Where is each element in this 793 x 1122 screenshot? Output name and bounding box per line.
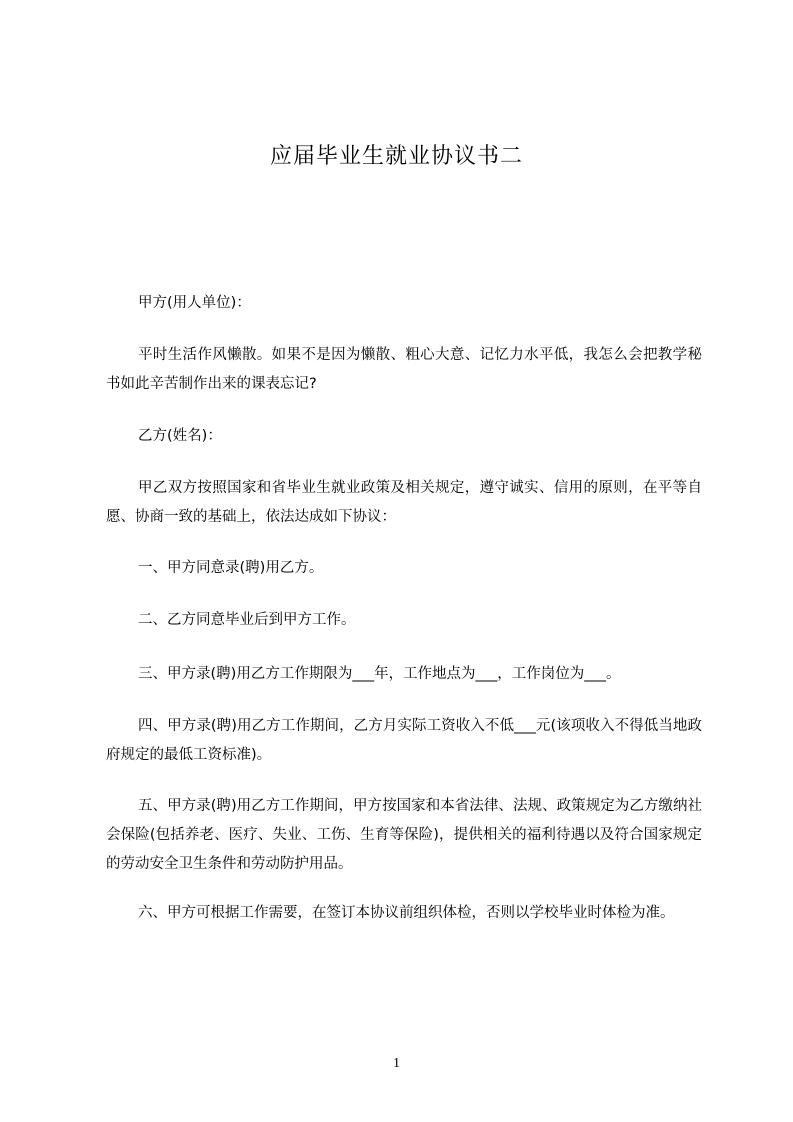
- clause-6: 六、甲方可根据工作需要，在签订本协议前组织体检，否则以学校毕业时体检为准。: [138, 905, 675, 921]
- party-b-line: 乙方(姓名)：: [138, 428, 222, 444]
- clause-5: 五、甲方录(聘)用乙方工作期间，甲方按国家和本省法律、法规、政策规定为乙方缴纳社会保险(包括养老、医疗、失业、工伤、生育等保险)，提供相关的福利待遇以及符合国家规定的劳动安全卫生条件和劳动防护用品。: [106, 798, 702, 872]
- document-title: 应届毕业生就业协议书二: [269, 144, 523, 169]
- clause-3: 三、甲方录(聘)用乙方工作期限为___年，工作地点为___，工作岗位为___。: [138, 666, 621, 682]
- preamble-paragraph: 甲乙双方按照国家和省毕业生就业政策及相关规定，遵守诚实、信用的原则，在平等自愿、协商一致的基础上，依法达成如下协议：: [106, 480, 702, 525]
- party-a-line: 甲方(用人单位)：: [138, 295, 251, 311]
- clause-4: 四、甲方录(聘)用乙方工作期间，乙方月实际工资收入不低___元(该项收入不得低当地政府规定的最低工资标准)。: [106, 718, 702, 763]
- clause-2: 二、乙方同意毕业后到甲方工作。: [138, 612, 356, 628]
- filler-paragraph: 平时生活作风懒散。如果不是因为懒散、粗心大意、记忆力水平低，我怎么会把教学秘书如此辛苦制作出来的课表忘记?: [106, 347, 702, 392]
- clause-1: 一、甲方同意录(聘)用乙方。: [138, 560, 324, 576]
- page-number: 1: [393, 1056, 400, 1071]
